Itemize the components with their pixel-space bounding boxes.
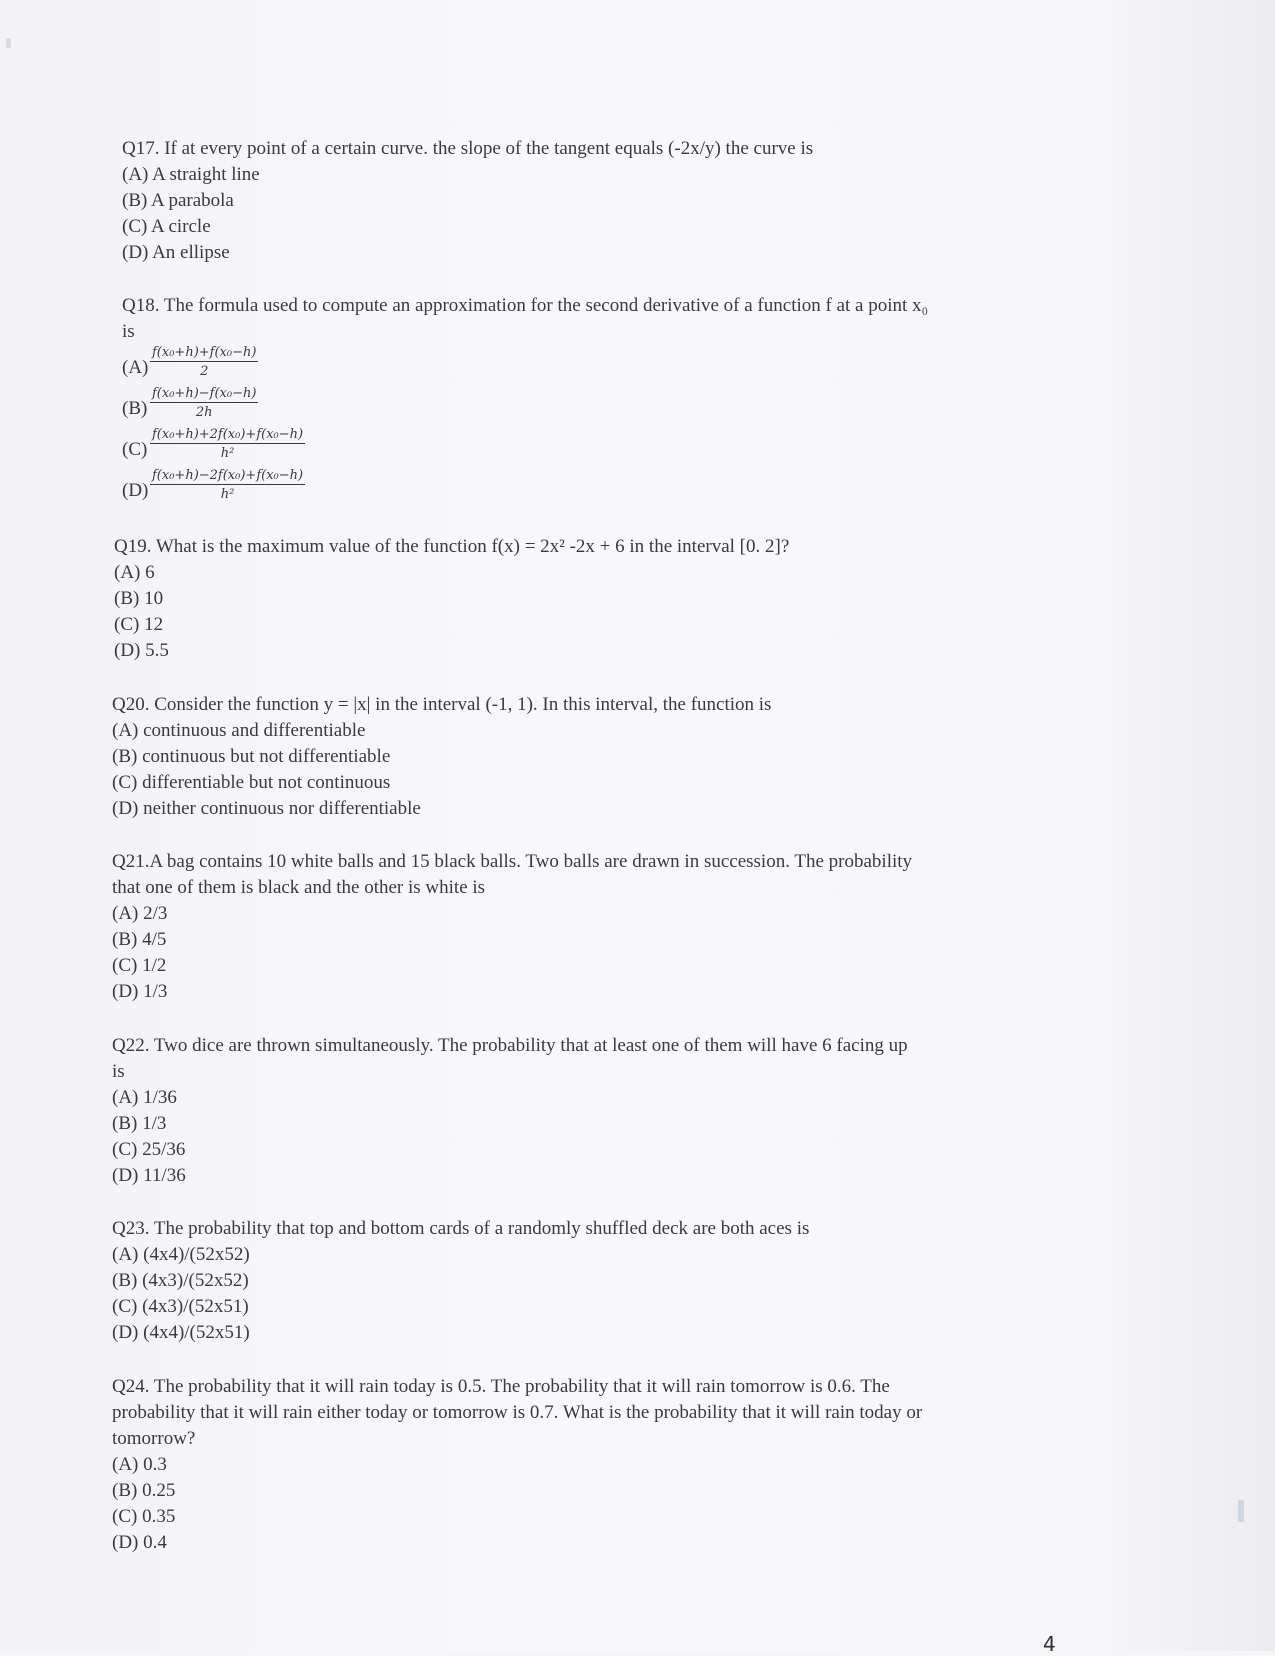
question-20 [112,692,1082,822]
option-b: (B) continuous but not differentiable [112,746,391,767]
question-stem: Q19. What is the maximum value of the function f(x) = 2x² -2x + 6 in the interval [0. 2]? [114,536,790,557]
question-stem-line1: Q24. The probability that it will rain today is 0.5. The probability that it will rain tomorrow is 0.6. The [112,1376,890,1397]
option-c: (C) 25/36 [112,1139,186,1160]
fraction-denominator: 2h [195,405,213,420]
option-a: (A) 2/3 [112,903,168,924]
question-24 [112,1374,1082,1556]
question-stem: Q20. Consider the function y = |x| in the interval (-1, 1). In this interval, the function is [112,694,772,715]
question-stem: Q17. If at every point of a certain curve. the slope of the tangent equals (-2x/y) the curve is [122,138,814,159]
option-letter: (A) [122,357,149,378]
option-b: (B) 4/5 [112,929,167,950]
fraction-numerator: f(x₀+h)+2f(x₀)+f(x₀−h) [152,427,304,442]
option-a: (A) A straight line [122,164,260,185]
option-b [122,386,1092,427]
option-a: (A) (4x4)/(52x52) [112,1244,250,1265]
fraction-numerator: f(x₀+h)−f(x₀−h) [152,386,257,401]
question-19 [114,534,1084,664]
fraction [150,468,305,503]
option-a: (A) continuous and differentiable [112,720,366,741]
question-17 [122,136,1092,266]
question-stem-line3: tomorrow? [112,1428,196,1449]
question-22 [112,1033,1082,1189]
option-c: (C) 0.35 [112,1506,176,1527]
option-c: (C) 12 [114,614,164,635]
question-stem-line1: Q21.A bag contains 10 white balls and 15 black balls. Two balls are drawn in succession. The probability [112,851,913,872]
option-c: (C) A circle [122,216,211,237]
fraction-denominator: h² [220,487,235,502]
fraction [150,386,258,421]
option-d: (D) 0.4 [112,1532,167,1553]
option-d: (D) neither continuous nor differentiable [112,798,421,819]
option-letter: (C) [122,439,148,460]
option-c: (C) 1/2 [112,955,167,976]
option-b: (B) 0.25 [112,1480,176,1501]
option-b: (B) 1/3 [112,1113,167,1134]
option-d: (D) An ellipse [122,242,230,263]
option-letter: (D) [122,480,149,501]
fraction [150,427,305,462]
option-b: (B) 10 [114,588,164,609]
option-a [122,345,1092,386]
fraction-numerator: f(x₀+h)−2f(x₀)+f(x₀−h) [152,468,304,483]
question-18 [122,293,1092,509]
fraction-numerator: f(x₀+h)+f(x₀−h) [152,345,257,360]
option-d: (D) 11/36 [112,1165,186,1186]
option-b: (B) (4x3)/(52x52) [112,1270,249,1291]
question-stem-line1: Q18. The formula used to compute an approximation for the second derivative of a function f at a point x₀ [122,295,929,316]
option-b: (B) A parabola [122,190,234,211]
option-c [122,427,1092,468]
question-21 [112,849,1082,1005]
option-d: (D) 1/3 [112,981,168,1002]
option-d [122,468,1092,509]
question-stem-line2: that one of them is black and the other is white is [112,877,486,898]
fraction [150,345,258,380]
option-a: (A) 6 [114,562,155,583]
scan-artifact [6,38,11,48]
fraction-denominator: 2 [200,364,209,379]
question-stem-line2: is [112,1061,125,1082]
option-d: (D) 5.5 [114,640,169,661]
option-a: (A) 0.3 [112,1454,167,1475]
option-a: (A) 1/36 [112,1087,177,1108]
option-letter: (B) [122,398,148,419]
question-stem: Q23. The probability that top and bottom cards of a randomly shuffled deck are both aces is [112,1218,810,1239]
page-number: 4 [1043,1632,1056,1656]
option-c: (C) differentiable but not continuous [112,772,391,793]
option-d: (D) (4x4)/(52x51) [112,1322,250,1343]
option-c: (C) (4x3)/(52x51) [112,1296,249,1317]
question-23 [112,1216,1082,1346]
fraction-denominator: h² [220,446,235,461]
question-stem-line1: Q22. Two dice are thrown simultaneously. The probability that at least one of them will have 6 facing up [112,1035,908,1056]
scan-artifact [1238,1500,1244,1522]
question-stem-line2: is [122,321,135,342]
question-stem-line2: probability that it will rain either today or tomorrow is 0.7. What is the probability that it will rain today or [112,1402,923,1423]
